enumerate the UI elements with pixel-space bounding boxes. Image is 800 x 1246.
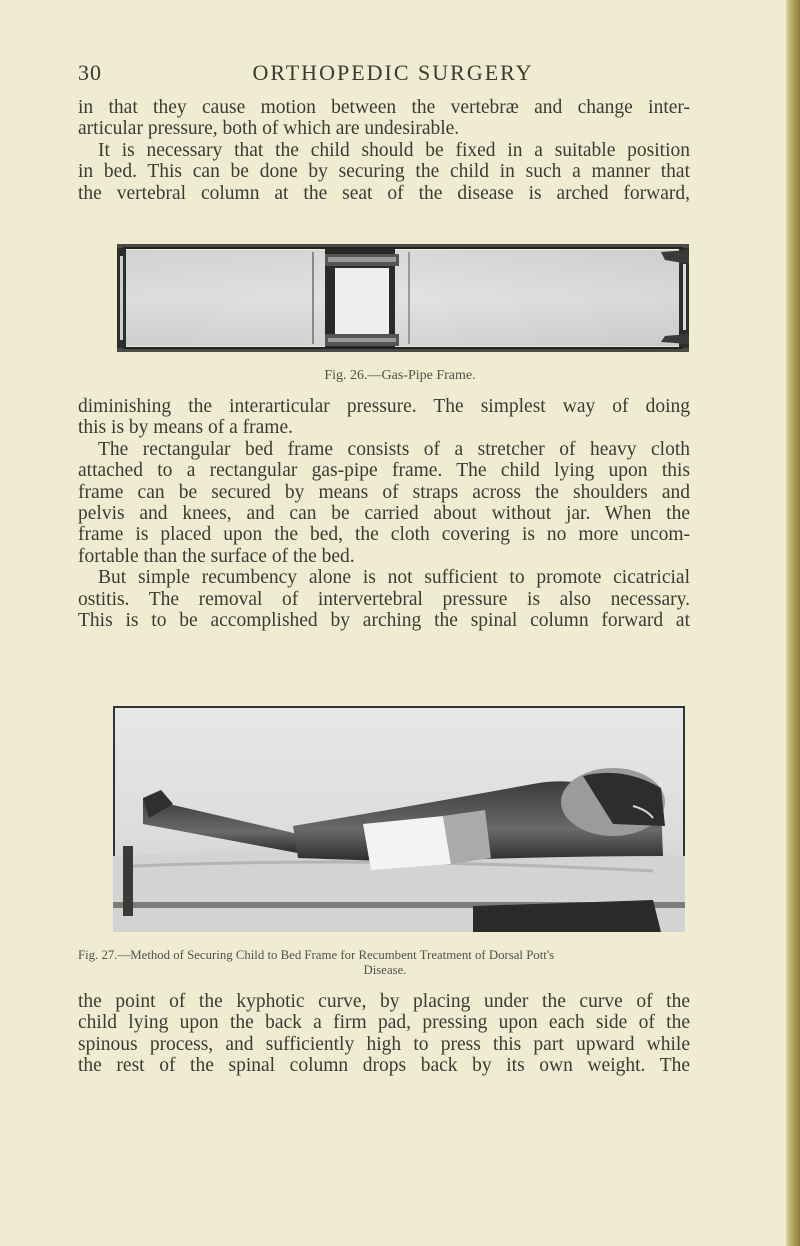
page-edge [786, 0, 800, 1246]
running-head: ORTHOPEDIC SURGERY [252, 60, 534, 85]
page-number: 30 [78, 60, 102, 85]
gas-pipe-frame-drawing [113, 238, 693, 358]
child-on-frame-photograph [113, 706, 685, 932]
text-line: fortable than the surface of the bed. [78, 545, 355, 567]
figure-27-image [113, 706, 685, 932]
figure-27-caption [78, 948, 692, 978]
text-line: the rest of the spinal column drops back by its own weight. The [78, 1055, 690, 1077]
text-line: pelvis and knees, and can be carried about without jar. When the [78, 503, 690, 525]
text-line: frame can be secured by means of straps across the shoulders and [78, 481, 690, 503]
text-line: in bed. This can be done by securing the child in such a manner that [78, 161, 690, 183]
text-line: ostitis. The removal of intervertebral pressure is also necessary. [78, 588, 690, 610]
text-line: the point of the kyphotic curve, by placing under the curve of the [78, 991, 690, 1012]
page-header [78, 60, 708, 90]
text-line: It is necessary that the child should be fixed in a suitable position [98, 139, 690, 161]
figure-27-caption-line: Disease. [363, 963, 407, 977]
text-line: This is to be accomplished by arching the spinal column forward at [78, 610, 690, 632]
text-line: The rectangular bed frame consists of a stretcher of heavy cloth [98, 438, 690, 460]
text-block-3 [78, 991, 690, 1077]
text-line: But simple recumbency alone is not sufficient to promote cicatricial [98, 567, 690, 589]
text-block-2 [78, 396, 690, 631]
text-line: child lying upon the back a firm pad, pressing upon each side of the [78, 1012, 690, 1034]
figure-26-caption: Fig. 26.—Gas-Pipe Frame. [324, 368, 476, 383]
text-line: this is by means of a frame. [78, 417, 293, 439]
text-line: articular pressure, both of which are undesirable. [78, 118, 460, 140]
text-line: diminishing the interarticular pressure. The simplest way of doing [78, 396, 690, 417]
text-line: the vertebral column at the seat of the disease is arched forward, [78, 182, 690, 204]
text-line: attached to a rectangular gas-pipe frame. The child lying upon this [78, 460, 690, 482]
text-line: frame is placed upon the bed, the cloth covering is no more uncom- [78, 524, 690, 546]
figure-27-caption-line: Fig. 27.—Method of Securing Child to Bed Frame for Recumbent Treatment of Dorsal Pott's [78, 948, 555, 962]
text-line: in that they cause motion between the vertebræ and change inter- [78, 97, 690, 118]
figure-26-image [113, 238, 693, 358]
text-line: spinous process, and sufficiently high to press this part upward while [78, 1033, 690, 1055]
text-block-1 [78, 97, 690, 204]
